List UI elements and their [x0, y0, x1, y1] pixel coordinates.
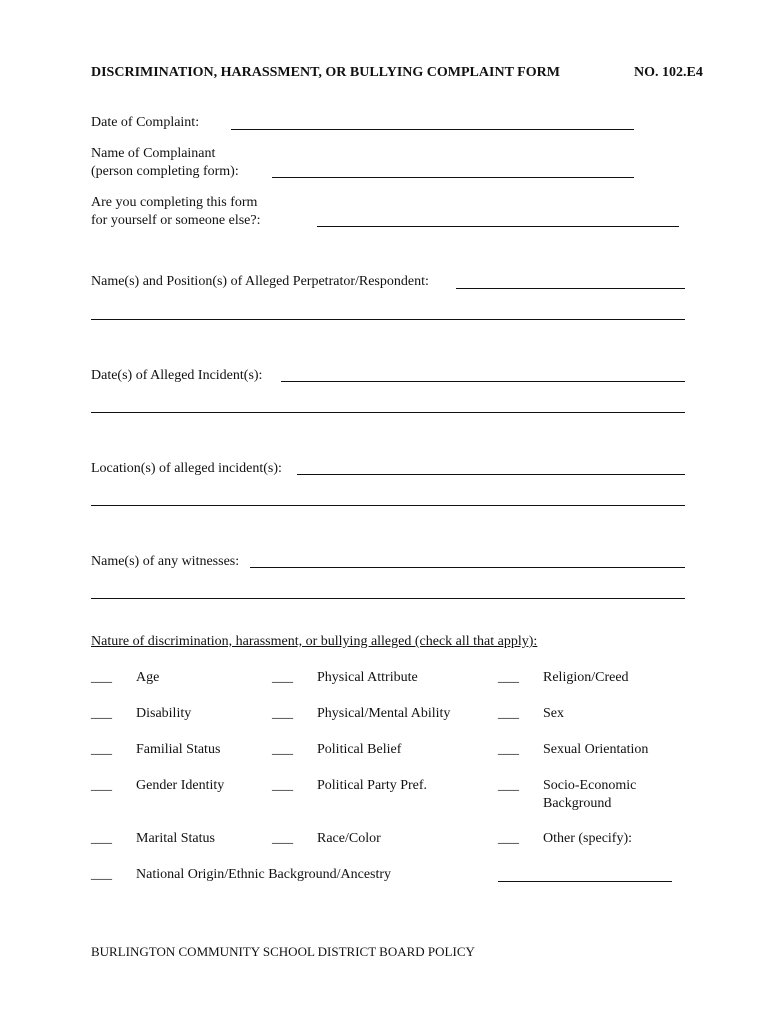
- sex-checkbox[interactable]: ___: [498, 706, 519, 721]
- race-label: Race/Color: [317, 831, 381, 846]
- witnesses-field-line2[interactable]: [91, 598, 685, 599]
- other-checkbox[interactable]: ___: [498, 831, 519, 846]
- national-origin-checkbox[interactable]: ___: [91, 867, 112, 882]
- date-of-complaint-field[interactable]: [231, 129, 634, 130]
- sexual-orientation-checkbox[interactable]: ___: [498, 742, 519, 757]
- sexual-orientation-label: Sexual Orientation: [543, 742, 649, 757]
- religion-label: Religion/Creed: [543, 670, 629, 685]
- physical-attribute-label: Physical Attribute: [317, 670, 418, 685]
- form-title: DISCRIMINATION, HARASSMENT, OR BULLYING COMPLAINT FORM: [91, 65, 560, 80]
- complainant-label-line1: Name of Complainant: [91, 146, 216, 161]
- religion-checkbox[interactable]: ___: [498, 670, 519, 685]
- witnesses-field[interactable]: [250, 567, 685, 568]
- gender-identity-label: Gender Identity: [136, 778, 225, 793]
- completing-for-label-line1: Are you completing this form: [91, 195, 258, 210]
- sex-label: Sex: [543, 706, 564, 721]
- physical-mental-label: Physical/Mental Ability: [317, 706, 451, 721]
- marital-label: Marital Status: [136, 831, 215, 846]
- perpetrator-field-line2[interactable]: [91, 319, 685, 320]
- locations-field[interactable]: [297, 474, 685, 475]
- age-checkbox[interactable]: ___: [91, 670, 112, 685]
- socio-economic-label-line1: Socio-Economic: [543, 778, 637, 793]
- political-party-checkbox[interactable]: ___: [272, 778, 293, 793]
- political-belief-checkbox[interactable]: ___: [272, 742, 293, 757]
- disability-label: Disability: [136, 706, 192, 721]
- perpetrator-field[interactable]: [456, 288, 685, 289]
- incident-dates-field-line2[interactable]: [91, 412, 685, 413]
- other-specify-field[interactable]: [498, 881, 672, 882]
- national-origin-label: National Origin/Ethnic Background/Ancestry: [136, 867, 392, 882]
- completing-for-label-line2: for yourself or someone else?:: [91, 213, 261, 228]
- marital-checkbox[interactable]: ___: [91, 831, 112, 846]
- familial-checkbox[interactable]: ___: [91, 742, 112, 757]
- socio-economic-label-line2: Background: [543, 796, 612, 811]
- race-checkbox[interactable]: ___: [272, 831, 293, 846]
- completing-for-field[interactable]: [317, 226, 679, 227]
- familial-label: Familial Status: [136, 742, 221, 757]
- age-label: Age: [136, 670, 160, 685]
- locations-field-line2[interactable]: [91, 505, 685, 506]
- form-number: NO. 102.E4: [634, 65, 703, 80]
- disability-checkbox[interactable]: ___: [91, 706, 112, 721]
- physical-mental-checkbox[interactable]: ___: [272, 706, 293, 721]
- physical-attribute-checkbox[interactable]: ___: [272, 670, 293, 685]
- locations-label: Location(s) of alleged incident(s):: [91, 461, 282, 476]
- other-label: Other (specify):: [543, 831, 633, 846]
- political-party-label: Political Party Pref.: [317, 778, 428, 793]
- nature-heading: Nature of discrimination, harassment, or bullying alleged (check all that apply):: [91, 634, 538, 649]
- complainant-label-line2: (person completing form):: [91, 164, 239, 179]
- gender-identity-checkbox[interactable]: ___: [91, 778, 112, 793]
- perpetrator-label: Name(s) and Position(s) of Alleged Perpetrator/Respondent:: [91, 274, 429, 289]
- footer-text: BURLINGTON COMMUNITY SCHOOL DISTRICT BOARD POLICY: [91, 944, 475, 959]
- political-belief-label: Political Belief: [317, 742, 402, 757]
- socio-economic-checkbox[interactable]: ___: [498, 778, 519, 793]
- incident-dates-field[interactable]: [281, 381, 685, 382]
- witnesses-label: Name(s) of any witnesses:: [91, 554, 240, 569]
- incident-dates-label: Date(s) of Alleged Incident(s):: [91, 368, 263, 383]
- complainant-name-field[interactable]: [272, 177, 634, 178]
- date-of-complaint-label: Date of Complaint:: [91, 115, 200, 130]
